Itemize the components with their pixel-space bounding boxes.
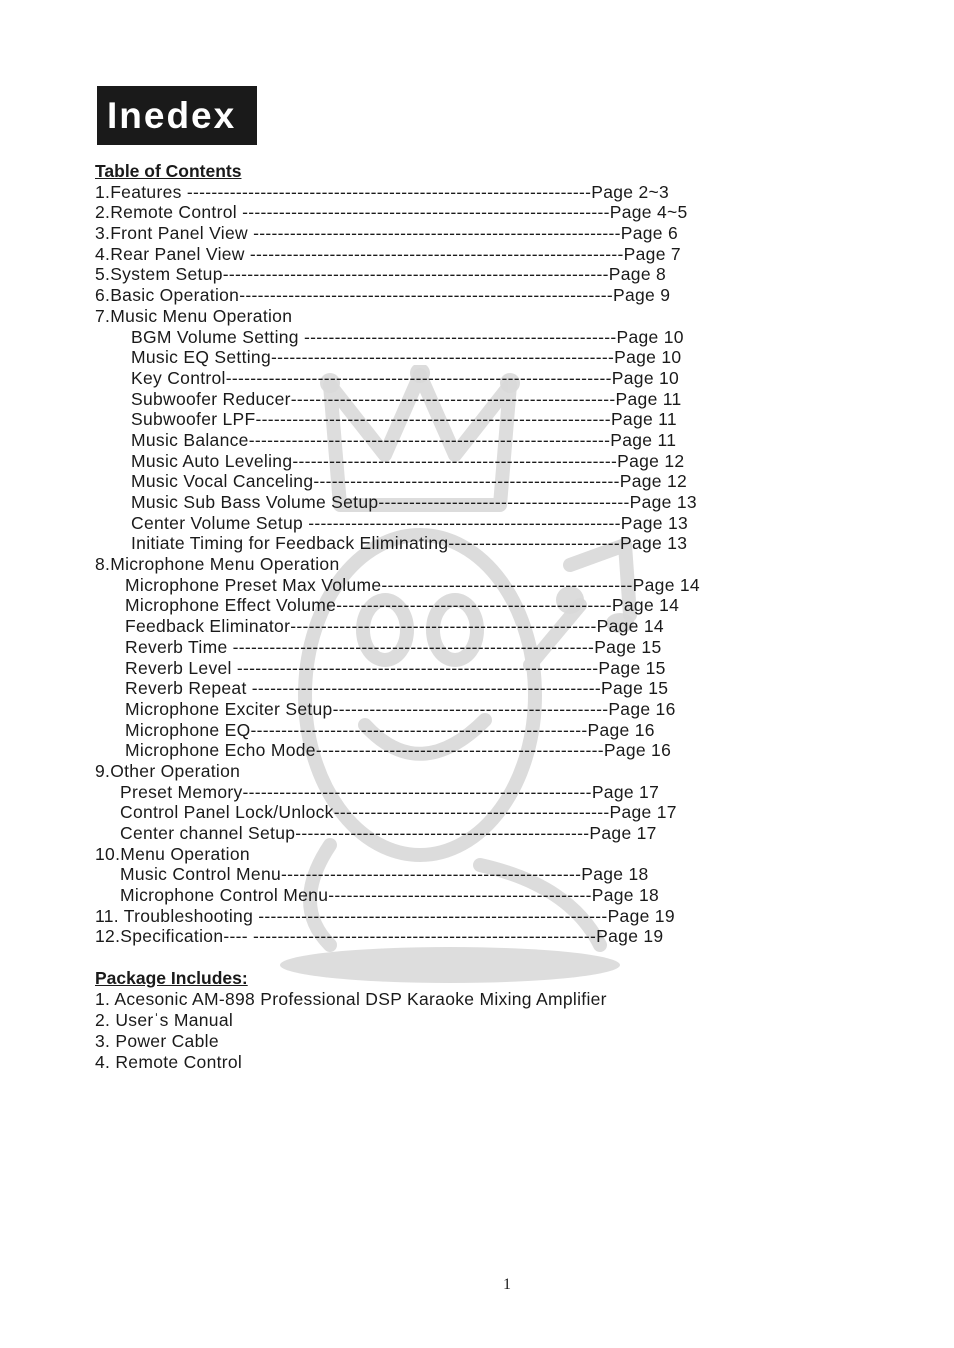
- toc-entry-label: Music Balance-----------------------------------------------------------: [131, 429, 611, 450]
- toc-entry-label: Initiate Timing for Feedback Eliminating----------------------------: [131, 533, 620, 554]
- toc-entry: [95, 513, 815, 534]
- toc-entry-page: Page 10: [614, 347, 682, 368]
- toc-entry: [95, 575, 815, 596]
- toc-entry-label: Microphone Control Menu-------------------------------------------: [120, 885, 592, 906]
- toc-entry-label: Music Sub Bass Volume Setup-----------------------------------------: [131, 492, 630, 512]
- package-item: 2. Userˈs Manual: [95, 1009, 234, 1030]
- toc-entry-page: Page 18: [581, 864, 649, 885]
- page-number: 1: [503, 1276, 511, 1293]
- toc-entry-page: Page 13: [620, 512, 689, 533]
- spacer: [95, 947, 815, 968]
- toc-entry-page: Page 17: [609, 802, 677, 823]
- toc-entry: [95, 244, 815, 265]
- toc-entry: [95, 699, 815, 720]
- toc-entry-label: Microphone Exciter Setup---------------------------------------------: [125, 698, 609, 719]
- package-item: 1. Acesonic AM-898 Professional DSP Karaoke Mixing Amplifier: [95, 988, 607, 1009]
- package-item: 4. Remote Control: [95, 1051, 243, 1072]
- toc-entry: [95, 595, 815, 616]
- toc-entry-label: Music Control Menu-------------------------------------------------: [120, 864, 582, 885]
- toc-entry-page: Page 14: [632, 574, 700, 595]
- toc-entry: [95, 533, 815, 554]
- toc-entry-page: Page 9: [613, 285, 671, 306]
- toc-entry: [95, 430, 815, 451]
- toc-entry-label: Subwoofer Reducer-----------------------------------------------------: [131, 388, 616, 409]
- toc-entry-label: Microphone EQ-------------------------------------------------------: [125, 719, 588, 740]
- toc-entry-page: Page 18: [591, 885, 660, 906]
- toc-entry: [95, 740, 815, 761]
- toc-entry-label: Center Volume Setup ---------------------------------------------------: [131, 512, 621, 533]
- toc-entry-label: Subwoofer LPF----------------------------------------------------------: [131, 409, 611, 430]
- toc-list: [95, 182, 815, 947]
- toc-entry: [95, 782, 815, 803]
- toc-entry: [95, 906, 815, 927]
- toc-heading: Table of Contents: [95, 161, 242, 181]
- toc-entry-page: Page 13: [620, 533, 688, 554]
- toc-entry: [95, 802, 815, 823]
- toc-entry-label: 8.Microphone Menu Operation: [95, 554, 340, 575]
- toc-entry: [95, 844, 815, 865]
- package-item: 3. Power Cable: [95, 1030, 219, 1051]
- toc-entry-page: Page 16: [603, 740, 672, 761]
- toc-entry-label: 6.Basic Operation-------------------------------------------------------------: [95, 285, 613, 306]
- toc-entry: [95, 492, 815, 513]
- toc-entry-label: 11. Troubleshooting ---------------------------------------------------------: [95, 905, 608, 926]
- toc-entry-page: Page 6: [620, 223, 679, 244]
- toc-entry-page: Page 12: [617, 450, 685, 471]
- toc-entry: [95, 409, 815, 430]
- toc-entry: [95, 389, 815, 410]
- toc-entry-label: 12.Specification---- --------------------------------------------------------: [95, 926, 597, 947]
- toc-entry-page: Page 13: [629, 492, 697, 512]
- toc-entry-label: 2.Remote Control ------------------------------------------------------------: [95, 202, 610, 223]
- toc-entry-page: Page 12: [619, 471, 688, 492]
- toc-entry-label: 5.System Setup---------------------------------------------------------------: [95, 264, 609, 285]
- package-heading: Package Includes:: [95, 968, 248, 989]
- toc-entry: [95, 678, 815, 699]
- toc-entry-page: Page 15: [601, 678, 669, 699]
- toc-entry: [95, 823, 815, 844]
- toc-entry: [95, 182, 815, 203]
- toc-entry: [95, 223, 815, 244]
- toc-entry-label: Microphone Effect Volume---------------------------------------------: [125, 595, 612, 616]
- toc-entry-page: Page 17: [589, 823, 657, 843]
- table-of-contents: [95, 161, 815, 1073]
- toc-entry-page: Page 15: [594, 636, 662, 657]
- toc-entry-label: Reverb Level -----------------------------------------------------------: [125, 657, 599, 678]
- toc-entry-label: Control Panel Lock/Unlock---------------------------------------------: [120, 802, 610, 823]
- toc-entry-label: Music Auto Leveling-----------------------------------------------------: [131, 450, 618, 471]
- toc-entry-label: Reverb Time -----------------------------------------------------------: [125, 636, 595, 657]
- toc-entry: [95, 327, 815, 348]
- toc-entry-label: Key Control---------------------------------------------------------------: [131, 367, 612, 388]
- toc-entry-label: 4.Rear Panel View -------------------------------------------------------------: [95, 243, 624, 264]
- toc-entry: [95, 264, 815, 285]
- toc-entry-page: Page 11: [610, 429, 677, 450]
- toc-entry-label: 9.Other Operation: [95, 760, 241, 781]
- toc-entry: [95, 658, 815, 679]
- toc-entry-page: Page 10: [611, 367, 680, 388]
- toc-entry-label: Preset Memory---------------------------------------------------------: [120, 781, 592, 802]
- toc-entry: [95, 885, 815, 906]
- toc-entry: [95, 451, 815, 472]
- toc-entry-page: Page 15: [598, 657, 666, 678]
- toc-entry-page: Page 14: [596, 616, 664, 637]
- toc-entry: [95, 926, 815, 947]
- toc-entry: [95, 471, 815, 492]
- toc-entry: [95, 864, 815, 885]
- toc-entry-label: Feedback Eliminator--------------------------------------------------: [125, 616, 597, 637]
- toc-entry-page: Page 7: [623, 243, 681, 264]
- toc-entry-label: Music Vocal Canceling--------------------------------------------------: [131, 471, 620, 492]
- toc-entry-label: Microphone Preset Max Volume-----------------------------------------: [125, 574, 633, 595]
- page-title: Inedex: [97, 86, 257, 145]
- toc-entry: [95, 368, 815, 389]
- toc-entry: [95, 554, 815, 575]
- toc-entry-page: Page 10: [616, 326, 684, 347]
- toc-entry-page: Page 2~3: [591, 181, 670, 202]
- toc-entry-label: Microphone Echo Mode-----------------------------------------------: [125, 740, 604, 761]
- toc-entry: [95, 285, 815, 306]
- toc-entry-page: Page 11: [610, 409, 677, 430]
- toc-entry-label: Center channel Setup------------------------------------------------: [120, 823, 590, 843]
- toc-entry-page: Page 14: [611, 595, 680, 616]
- toc-entry-label: 1.Features ------------------------------------------------------------------: [95, 181, 592, 202]
- toc-entry: [95, 720, 815, 741]
- toc-entry: [95, 761, 815, 782]
- toc-entry-page: Page 8: [608, 264, 667, 285]
- toc-entry-label: Music EQ Setting--------------------------------------------------------: [131, 347, 615, 368]
- toc-entry: [95, 347, 815, 368]
- toc-entry: [95, 637, 815, 658]
- toc-entry-label: 3.Front Panel View ------------------------------------------------------------: [95, 223, 621, 244]
- toc-entry-page: Page 17: [591, 781, 660, 802]
- toc-entry-label: Reverb Repeat ---------------------------------------------------------: [125, 678, 602, 699]
- toc-entry-page: Page 4~5: [609, 202, 688, 223]
- toc-entry-page: Page 11: [615, 388, 682, 409]
- toc-entry-label: BGM Volume Setting ---------------------------------------------------: [131, 326, 617, 347]
- package-list: [95, 989, 815, 1073]
- toc-entry-page: Page 16: [587, 719, 655, 740]
- toc-entry: [95, 616, 815, 637]
- toc-entry-page: Page 16: [608, 698, 676, 719]
- toc-entry-label: 7.Music Menu Operation: [95, 305, 293, 326]
- toc-entry-label: 10.Menu Operation: [95, 843, 250, 864]
- toc-entry-page: Page 19: [607, 905, 675, 926]
- toc-entry: [95, 202, 815, 223]
- toc-entry-page: Page 19: [596, 926, 664, 947]
- toc-entry: [95, 306, 815, 327]
